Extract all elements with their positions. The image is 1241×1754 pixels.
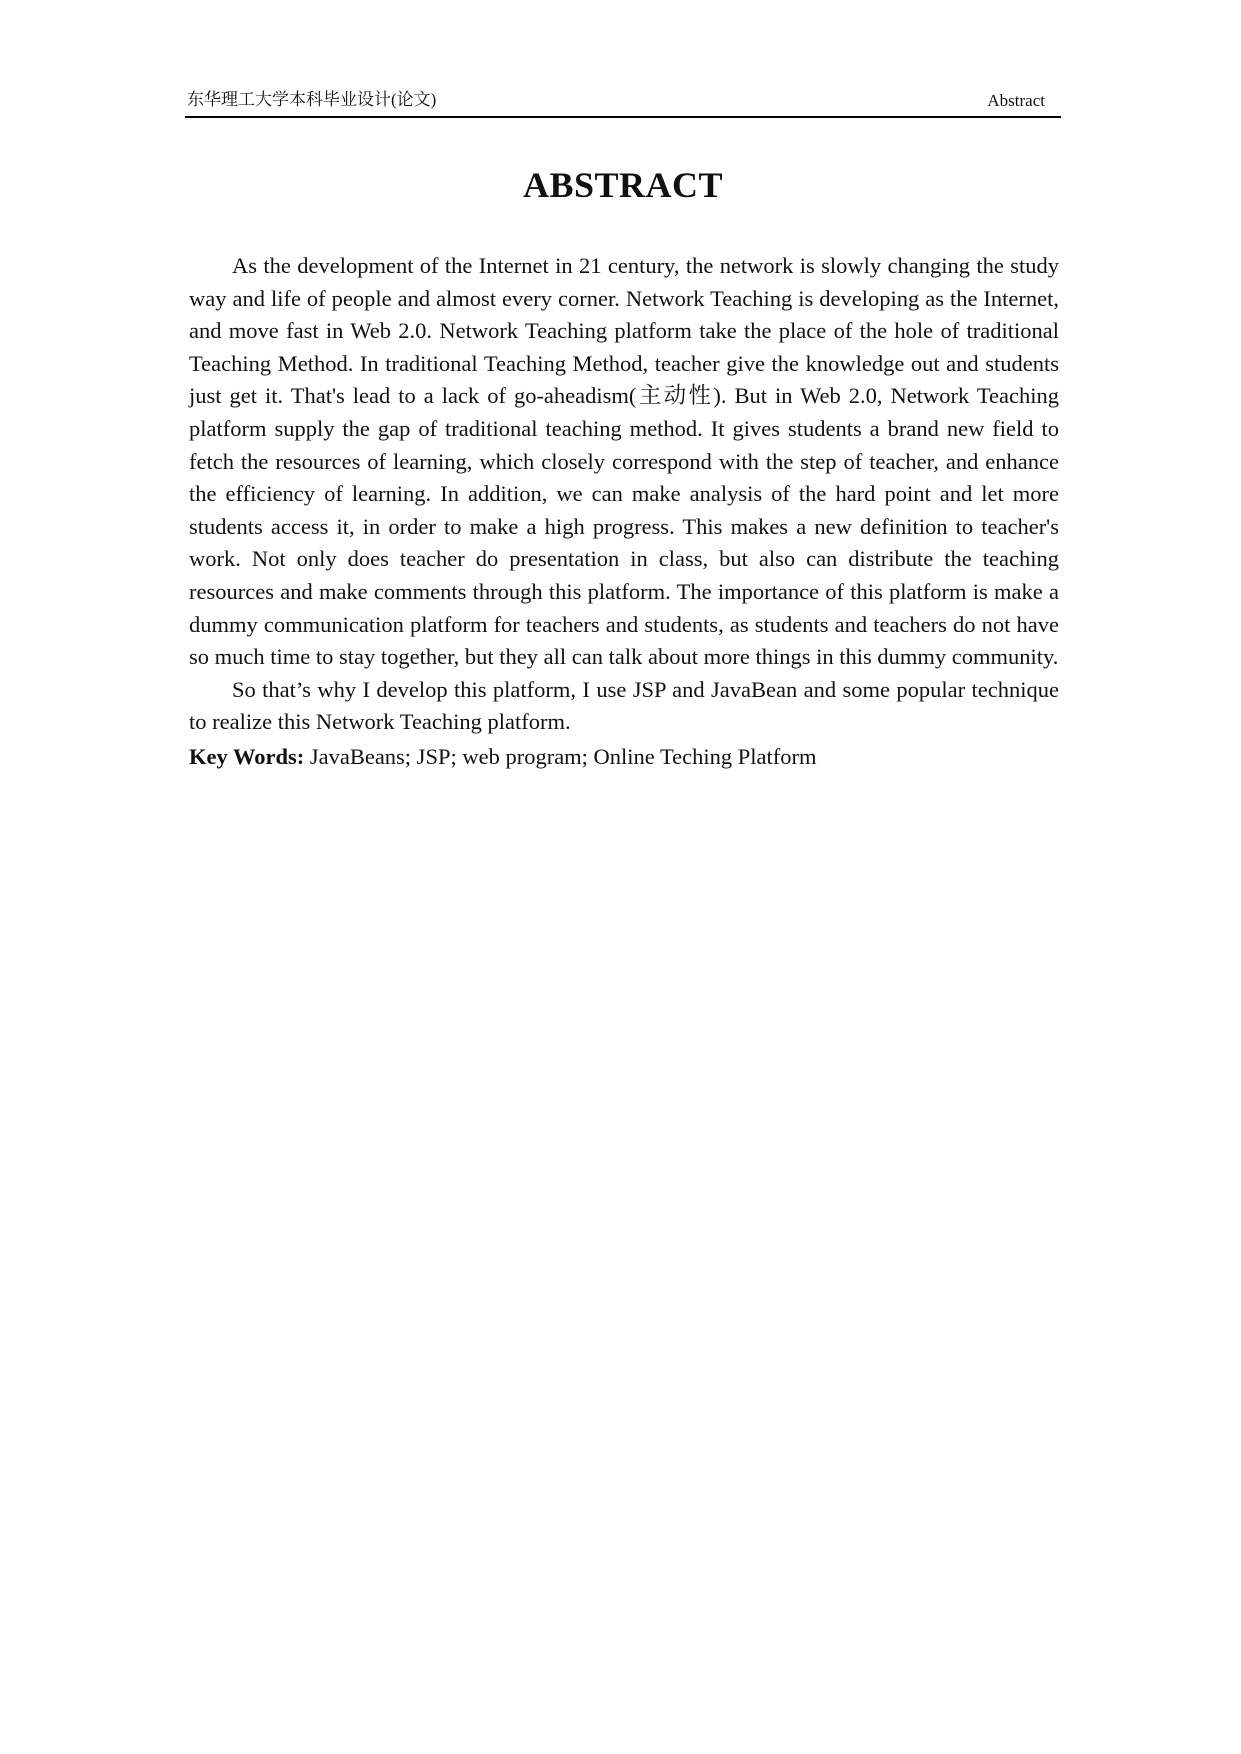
page-title: ABSTRACT	[522, 165, 724, 205]
keywords-value: JavaBeans; JSP; web program; Online Teching Platform	[304, 743, 817, 769]
running-header	[185, 88, 1061, 118]
keywords-label: Key Words:	[189, 743, 305, 769]
abstract-body	[189, 250, 1059, 774]
header-thesis-label: 东华理工大学本科毕业设计(论文)	[187, 90, 437, 109]
abstract-paragraph-2: So that’s why I develop this platform, I use JSP and JavaBean and some popular technique to realize this Network Teaching platform.	[189, 676, 1059, 735]
keywords-line	[189, 741, 1059, 774]
header-section-label: Abstract	[987, 91, 1045, 110]
abstract-paragraph-1: As the development of the Internet in 21 century, the network is slowly changing the study way and life of people and almost every corner. Network Teaching is developing as the Internet, and move fast in Web 2.0. Network Teaching platform take the place of the hole of traditional Teaching Method. In traditional Teaching Method, teacher give the knowledge out and students just get it. That's lead to a lack of go-aheadism(主动性). But in Web 2.0, Network Teaching platform supply the gap of traditional teaching method. It gives students a brand new field to fetch the resources of learning, which closely correspond with the step of teacher, and enhance the efficiency of learning. In addition, we can make analysis of the hard point and let more students access it, in order to make a high progress. This makes a new definition to teacher's work. Not only does teacher do presentation in class, but also can distribute the teaching resources and make comments through this platform. The importance of this platform is make a dummy communication platform for teachers and students, as students and teachers do not have so much time to stay together, but they all can talk about more things in this dummy community.	[189, 253, 1059, 670]
